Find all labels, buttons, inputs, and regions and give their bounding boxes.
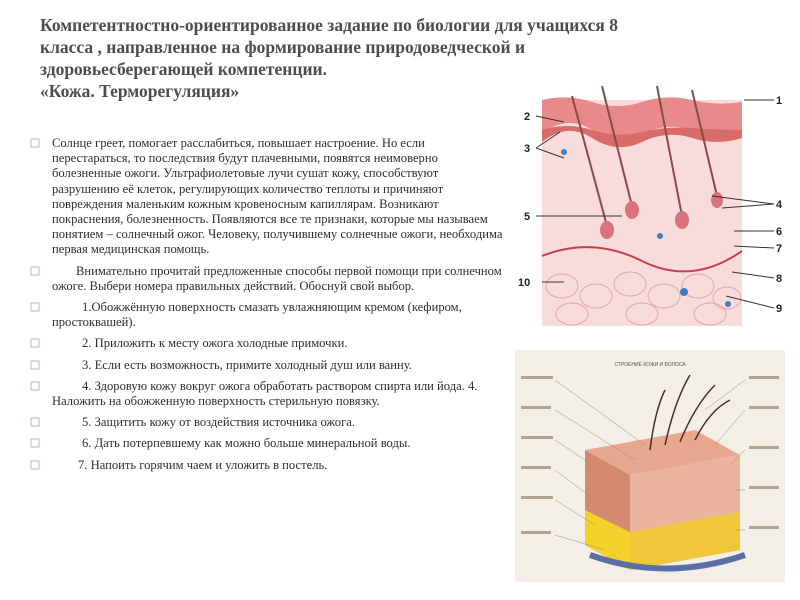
label-1: 1 [776, 95, 783, 107]
bullet-icon [30, 137, 42, 149]
label-2: 2 [524, 111, 531, 123]
skin-block-diagram [515, 350, 785, 582]
diagram-header: СТРОЕНИЕ КОЖИ И ВОЛОСА [614, 362, 686, 368]
option-4 [30, 379, 505, 409]
title-line-2: класса , направленное на формирование природоведческой и [40, 37, 526, 57]
label-7: 7 [776, 243, 783, 255]
option-3 [30, 358, 505, 373]
option-1 [30, 300, 505, 330]
bullet-icon [30, 380, 42, 392]
option-5 [30, 415, 505, 430]
option-text: 2. Приложить к месту ожога холодные примочки. [82, 336, 348, 351]
option-text: 4. Здоровую кожу вокруг ожога обработать раствором спирта или йода. 4. Наложить на обожженную поверхность стерильную повязку. [52, 378, 478, 409]
label-8: 8 [776, 273, 783, 285]
option-text: 7. Напоить горячим чаем и уложить в постель. [78, 457, 328, 472]
bullet-icon [30, 459, 42, 471]
option-6 [30, 436, 505, 451]
label-5: 5 [524, 211, 531, 223]
label-3: 3 [524, 143, 531, 155]
title-line-3: здоровьесберегающей компетенции. [40, 59, 327, 79]
option-7 [30, 458, 505, 473]
bullet-icon [30, 337, 42, 349]
text-content [30, 136, 505, 479]
label-9: 9 [776, 303, 783, 315]
bullet-icon [30, 301, 42, 313]
label-4: 4 [776, 199, 783, 211]
title-line-4: «Кожа. Терморегуляция» [40, 81, 240, 101]
bullet-icon [30, 265, 42, 277]
paragraph-intro [30, 136, 505, 258]
option-text: 5. Защитить кожу от воздействия источника ожога. [82, 415, 356, 430]
skin-diagram [512, 86, 787, 331]
title-line-1: Компетентностно-ориентированное задание по биологии для учащихся 8 [40, 15, 618, 35]
option-text: 1.Обожжённую поверхность смазать увлажняющим кремом (кефиром, простоквашей). [52, 300, 462, 330]
option-text: 6. Дать потерпевшему как можно больше минеральной воды. [82, 436, 411, 451]
label-10: 10 [518, 277, 531, 289]
paragraph-text: Внимательно прочитай предложенные способы первой помощи при солнечном ожоге. Выбери номера правильных действий. Обоснуй свой выбор. [52, 263, 502, 293]
bullet-icon [30, 416, 42, 428]
paragraph-task [30, 264, 505, 294]
bullet-icon [30, 359, 42, 371]
label-6: 6 [776, 226, 783, 238]
bullet-icon [30, 437, 42, 449]
option-text: 3. Если есть возможность, примите холодный душ или ванну. [82, 357, 412, 372]
paragraph-text: Солнце греет, помогает расслабиться, повышает настроение. Но если перестараться, то последствия будут плачевными, появятся неимоверно болезненные ожоги. Ультрафиолетовые лучи сушат кожу, способствуют разрушению её клеток, регулирующих количество теплоты и причиняют повреждения маленьким кожным кровеносным капиллярам. Возникают покраснения, болезненность. Появляются все те признаки, которые мы называем понятием – солнечный ожог. Человеку, получившему солнечные ожоги, необходима первая медицинская помощь. [52, 136, 503, 257]
option-2 [30, 336, 505, 351]
